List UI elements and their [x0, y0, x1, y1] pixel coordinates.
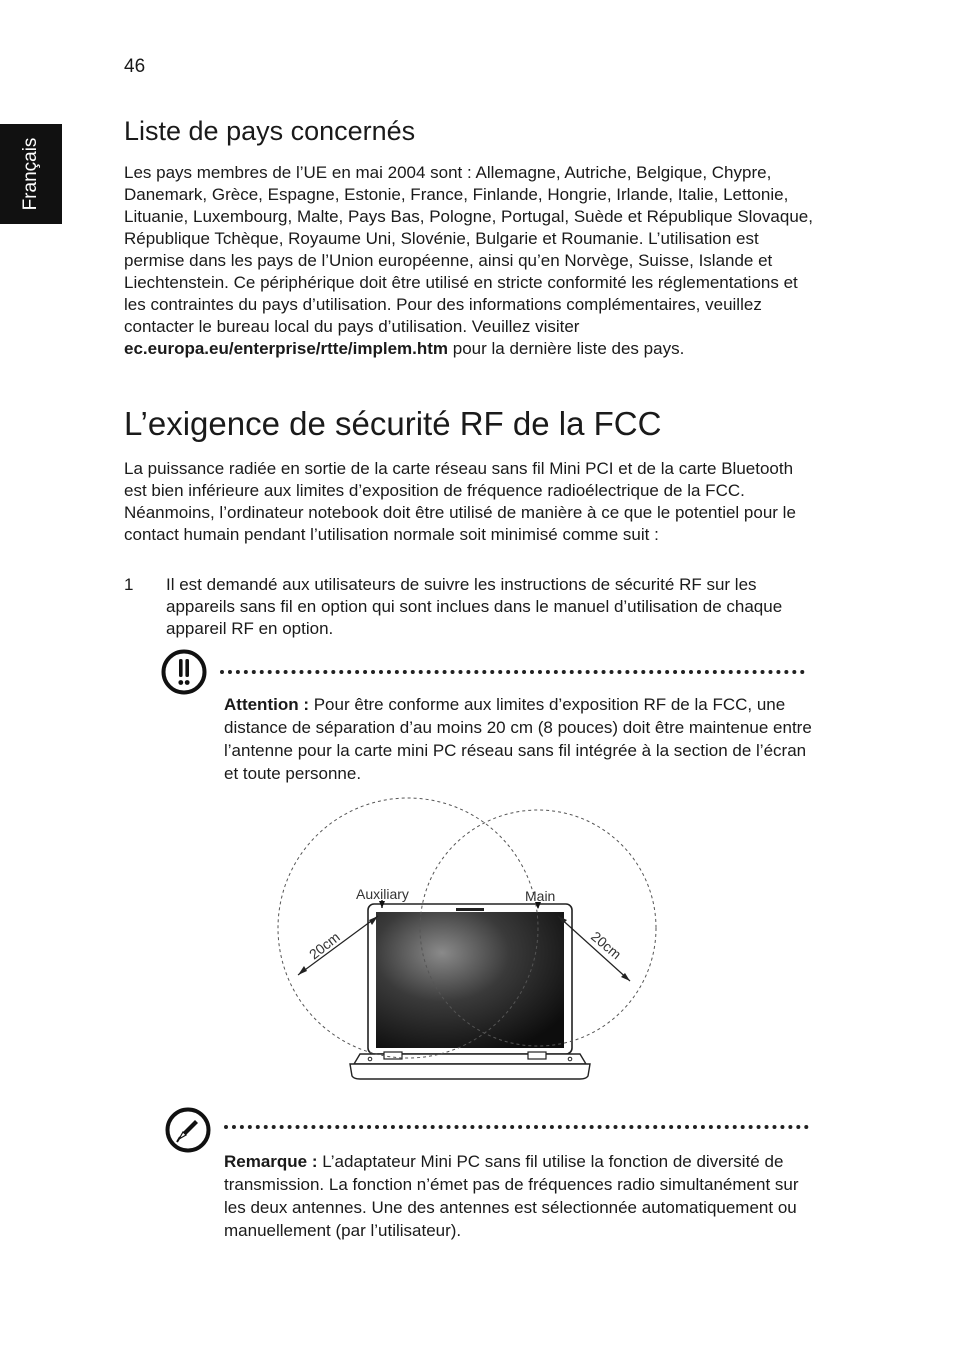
attention-text: Pour être conforme aux limites d’exposition RF de la FCC, une distance de séparation d’au moins 20 cm (8 pouces) doit être maintenue entre l’antenne pour la carte mini PC réseau sans fil intégrée à la section de l’écran et toute personne.	[224, 695, 812, 783]
europa-link[interactable]: ec.europa.eu/enterprise/rtte/implem.htm	[124, 339, 449, 358]
fcc-paragraph: La puissance radiée en sortie de la carte réseau sans fil Mini PCI et de la carte Bluetooth est bien inférieure aux limites d’exposition de fréquence radioélectrique de la FCC. Néanmoins, l’ordinateur notebook doit être utilisé de manière à ce que le potentiel pour le contact humain pendant l’utilisation normale soit minimisé comme suit :	[124, 459, 796, 544]
left-distance-label: 20cm	[305, 928, 343, 963]
countries-text-end: pour la dernière liste des pays.	[448, 339, 685, 358]
remarque-note	[224, 1150, 814, 1242]
remarque-text: L’adaptateur Mini PC sans fil utilise la fonction de diversité de transmission. La fonction n’émet pas de fréquences radio simultanément sur les deux antennes. Une des antennes est sélectionnée automatiquement ou manuellement (par l’utilisateur).	[224, 1152, 799, 1240]
language-tab	[0, 124, 62, 224]
warning-icon	[160, 648, 208, 696]
rf-distance-diagram	[270, 788, 670, 1088]
main-label: Main	[525, 888, 556, 904]
language-tab-label: Français	[20, 137, 41, 211]
laptop-base	[350, 1064, 590, 1079]
laptop-screen	[376, 912, 564, 1048]
list-item-number: 1	[124, 575, 134, 594]
attention-note	[224, 693, 814, 785]
remarque-divider	[224, 1125, 809, 1129]
right-distance-label: 20cm	[588, 928, 625, 963]
list-item-text: Il est demandé aux utilisateurs de suivre les instructions de sécurité RF sur les appareils sans fil en option qui sont inclues dans le manuel d’utilisation de chaque appareil RF en option.	[166, 575, 783, 638]
auxiliary-label: Auxiliary	[356, 886, 409, 902]
note-icon	[164, 1106, 212, 1154]
page-number: 46	[124, 56, 146, 77]
countries-text: Les pays membres de l’UE en mai 2004 sont : Allemagne, Autriche, Belgique, Chypre, Danemark, Grèce, Espagne, Estonie, France, Finlande, Hongrie, Irlande, Italie, Lettonie, Lituanie, Luxembourg, Malte, Pays Bas, Pologne, Portugal, Suède et République Slovaque, République Tchèque, Royaume Uni, Slovénie, Bulgarie et Roumanie. L’utilisation est permise dans les pays de l’Union européenne, ainsi qu’en Norvège, Suisse, Islande et Liechtenstein. Ce périphérique doit être utilisé en stricte conformité les réglementations et les contraintes du pays d’utilisation. Pour des informations complémentaires, veuillez contacter le bureau local du pays d’utilisation. Veuillez visiter	[124, 163, 813, 336]
section-title-fcc: L’exigence de sécurité RF de la FCC	[124, 405, 662, 442]
remarque-label: Remarque :	[224, 1152, 318, 1171]
section-title-countries: Liste de pays concernés	[124, 116, 416, 146]
countries-paragraph	[124, 162, 814, 360]
attention-label: Attention :	[224, 695, 309, 714]
attention-divider	[220, 670, 805, 674]
